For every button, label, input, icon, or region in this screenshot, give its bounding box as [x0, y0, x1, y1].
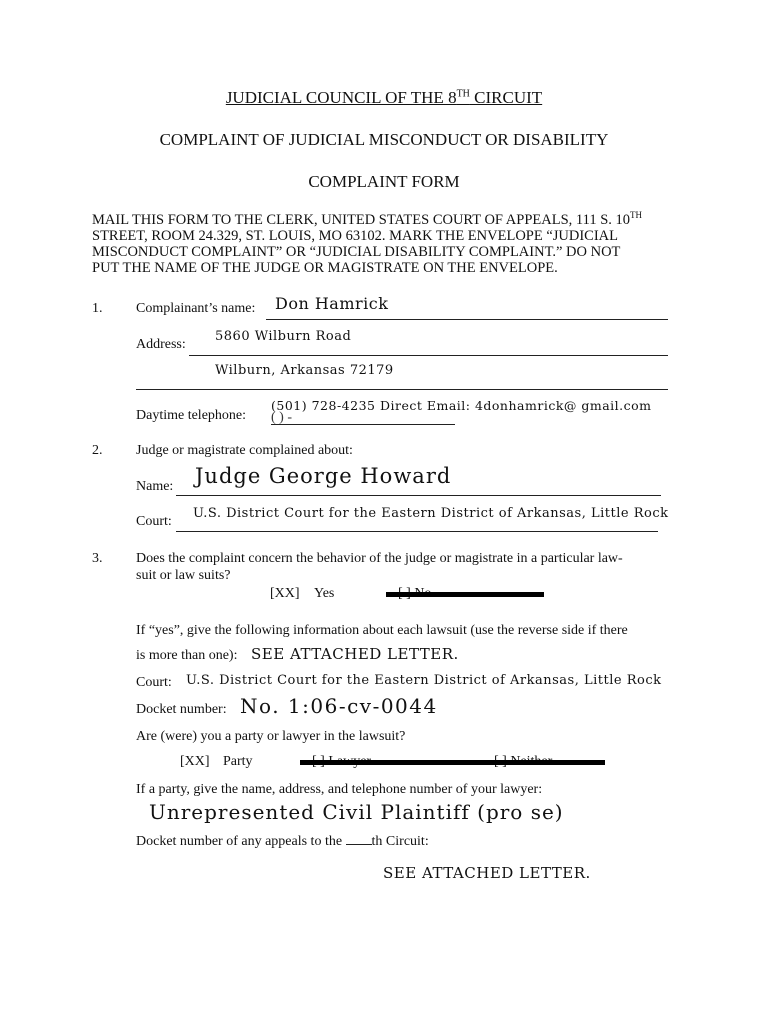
- lawsuit-question-line1: Does the complaint concern the behavior of the judge or magistrate in a particular law-: [136, 551, 623, 566]
- lawsuit-question-line2: suit or law suits?: [136, 568, 231, 583]
- phone-line: [271, 424, 455, 425]
- lawsuit-court-value[interactable]: U.S. District Court for the Eastern District of Arkansas, Little Rock: [186, 673, 662, 688]
- complaint-subtitle: COMPLAINT OF JUDICIAL MISCONDUCT OR DISABILITY: [159, 130, 609, 149]
- address-line2-value[interactable]: Wilburn, Arkansas 72179: [215, 363, 394, 378]
- court-value[interactable]: U.S. District Court for the Eastern District of Arkansas, Little Rock: [193, 506, 669, 521]
- complainant-name-label: Complainant’s name:: [136, 301, 256, 316]
- complainant-name-value[interactable]: Don Hamrick: [275, 294, 389, 313]
- council-title: JUDICIAL COUNCIL OF THE 8TH CIRCUIT: [225, 88, 543, 107]
- lawyer-info-question: If a party, give the name, address, and telephone number of your lawyer:: [136, 782, 543, 797]
- if-yes-instruction-line2: is more than one):: [136, 648, 238, 663]
- yes-label: Yes: [314, 586, 335, 601]
- section-3-number: 3.: [92, 551, 103, 566]
- lawyer-neither-redaction: [300, 760, 605, 765]
- mailing-instructions: MAIL THIS FORM TO THE CLERK, UNITED STATES COURT OF APPEALS, 111 S. 10TH STREET, ROOM 24.329, ST. LOUIS, MO 63102. MARK THE ENVELOPE “JUDICIAL MISCONDUCT COMPLAINT” OR “JUDICIAL DISABILITY COMPLAINT.” DO NOT PUT THE NAME OF THE JUDGE OR MAGISTRATE ON THE ENVELOPE.: [92, 210, 643, 276]
- judge-heading: Judge or magistrate complained about:: [136, 443, 353, 458]
- docket-number-value[interactable]: No. 1:06-cv-0044: [240, 694, 438, 718]
- see-attached-letter-2: SEE ATTACHED LETTER.: [383, 864, 591, 882]
- yes-checkbox[interactable]: [XX]: [270, 586, 300, 601]
- phone-value[interactable]: (501) 728-4235 Direct Email: 4donhamrick@ gmail.com: [271, 398, 652, 413]
- address-line1-value[interactable]: 5860 Wilburn Road: [215, 329, 352, 344]
- see-attached-letter-1: SEE ATTACHED LETTER.: [251, 645, 459, 663]
- court-label: Court:: [136, 514, 172, 529]
- section-1-number: 1.: [92, 301, 103, 316]
- if-yes-instruction-line1: If “yes”, give the following information about each lawsuit (use the reverse side if there: [136, 623, 628, 638]
- court-line: [176, 531, 658, 532]
- section-2-number: 2.: [92, 443, 103, 458]
- judge-name-label: Name:: [136, 479, 174, 494]
- appeals-docket-label: Docket number of any appeals to the th Circuit:: [136, 834, 429, 849]
- phone-template: ( ) -: [271, 410, 292, 425]
- address-line1: [189, 355, 668, 356]
- docket-number-label: Docket number:: [136, 702, 227, 717]
- lawyer-info-value[interactable]: Unrepresented Civil Plaintiff (pro se): [149, 800, 564, 824]
- judge-name-value[interactable]: Judge George Howard: [195, 464, 452, 488]
- party-label: Party: [223, 754, 253, 769]
- form-name: COMPLAINT FORM: [308, 172, 460, 191]
- appeals-circuit-blank[interactable]: [346, 834, 372, 845]
- phone-label: Daytime telephone:: [136, 408, 247, 423]
- party-lawyer-question: Are (were) you a party or lawyer in the lawsuit?: [136, 729, 406, 744]
- lawsuit-court-label: Court:: [136, 675, 172, 690]
- party-checkbox[interactable]: [XX]: [180, 754, 210, 769]
- address-label: Address:: [136, 337, 186, 352]
- judge-name-line: [176, 495, 661, 496]
- no-option-redaction: [386, 592, 544, 597]
- complainant-name-line: [266, 319, 668, 320]
- address-line2: [136, 389, 668, 390]
